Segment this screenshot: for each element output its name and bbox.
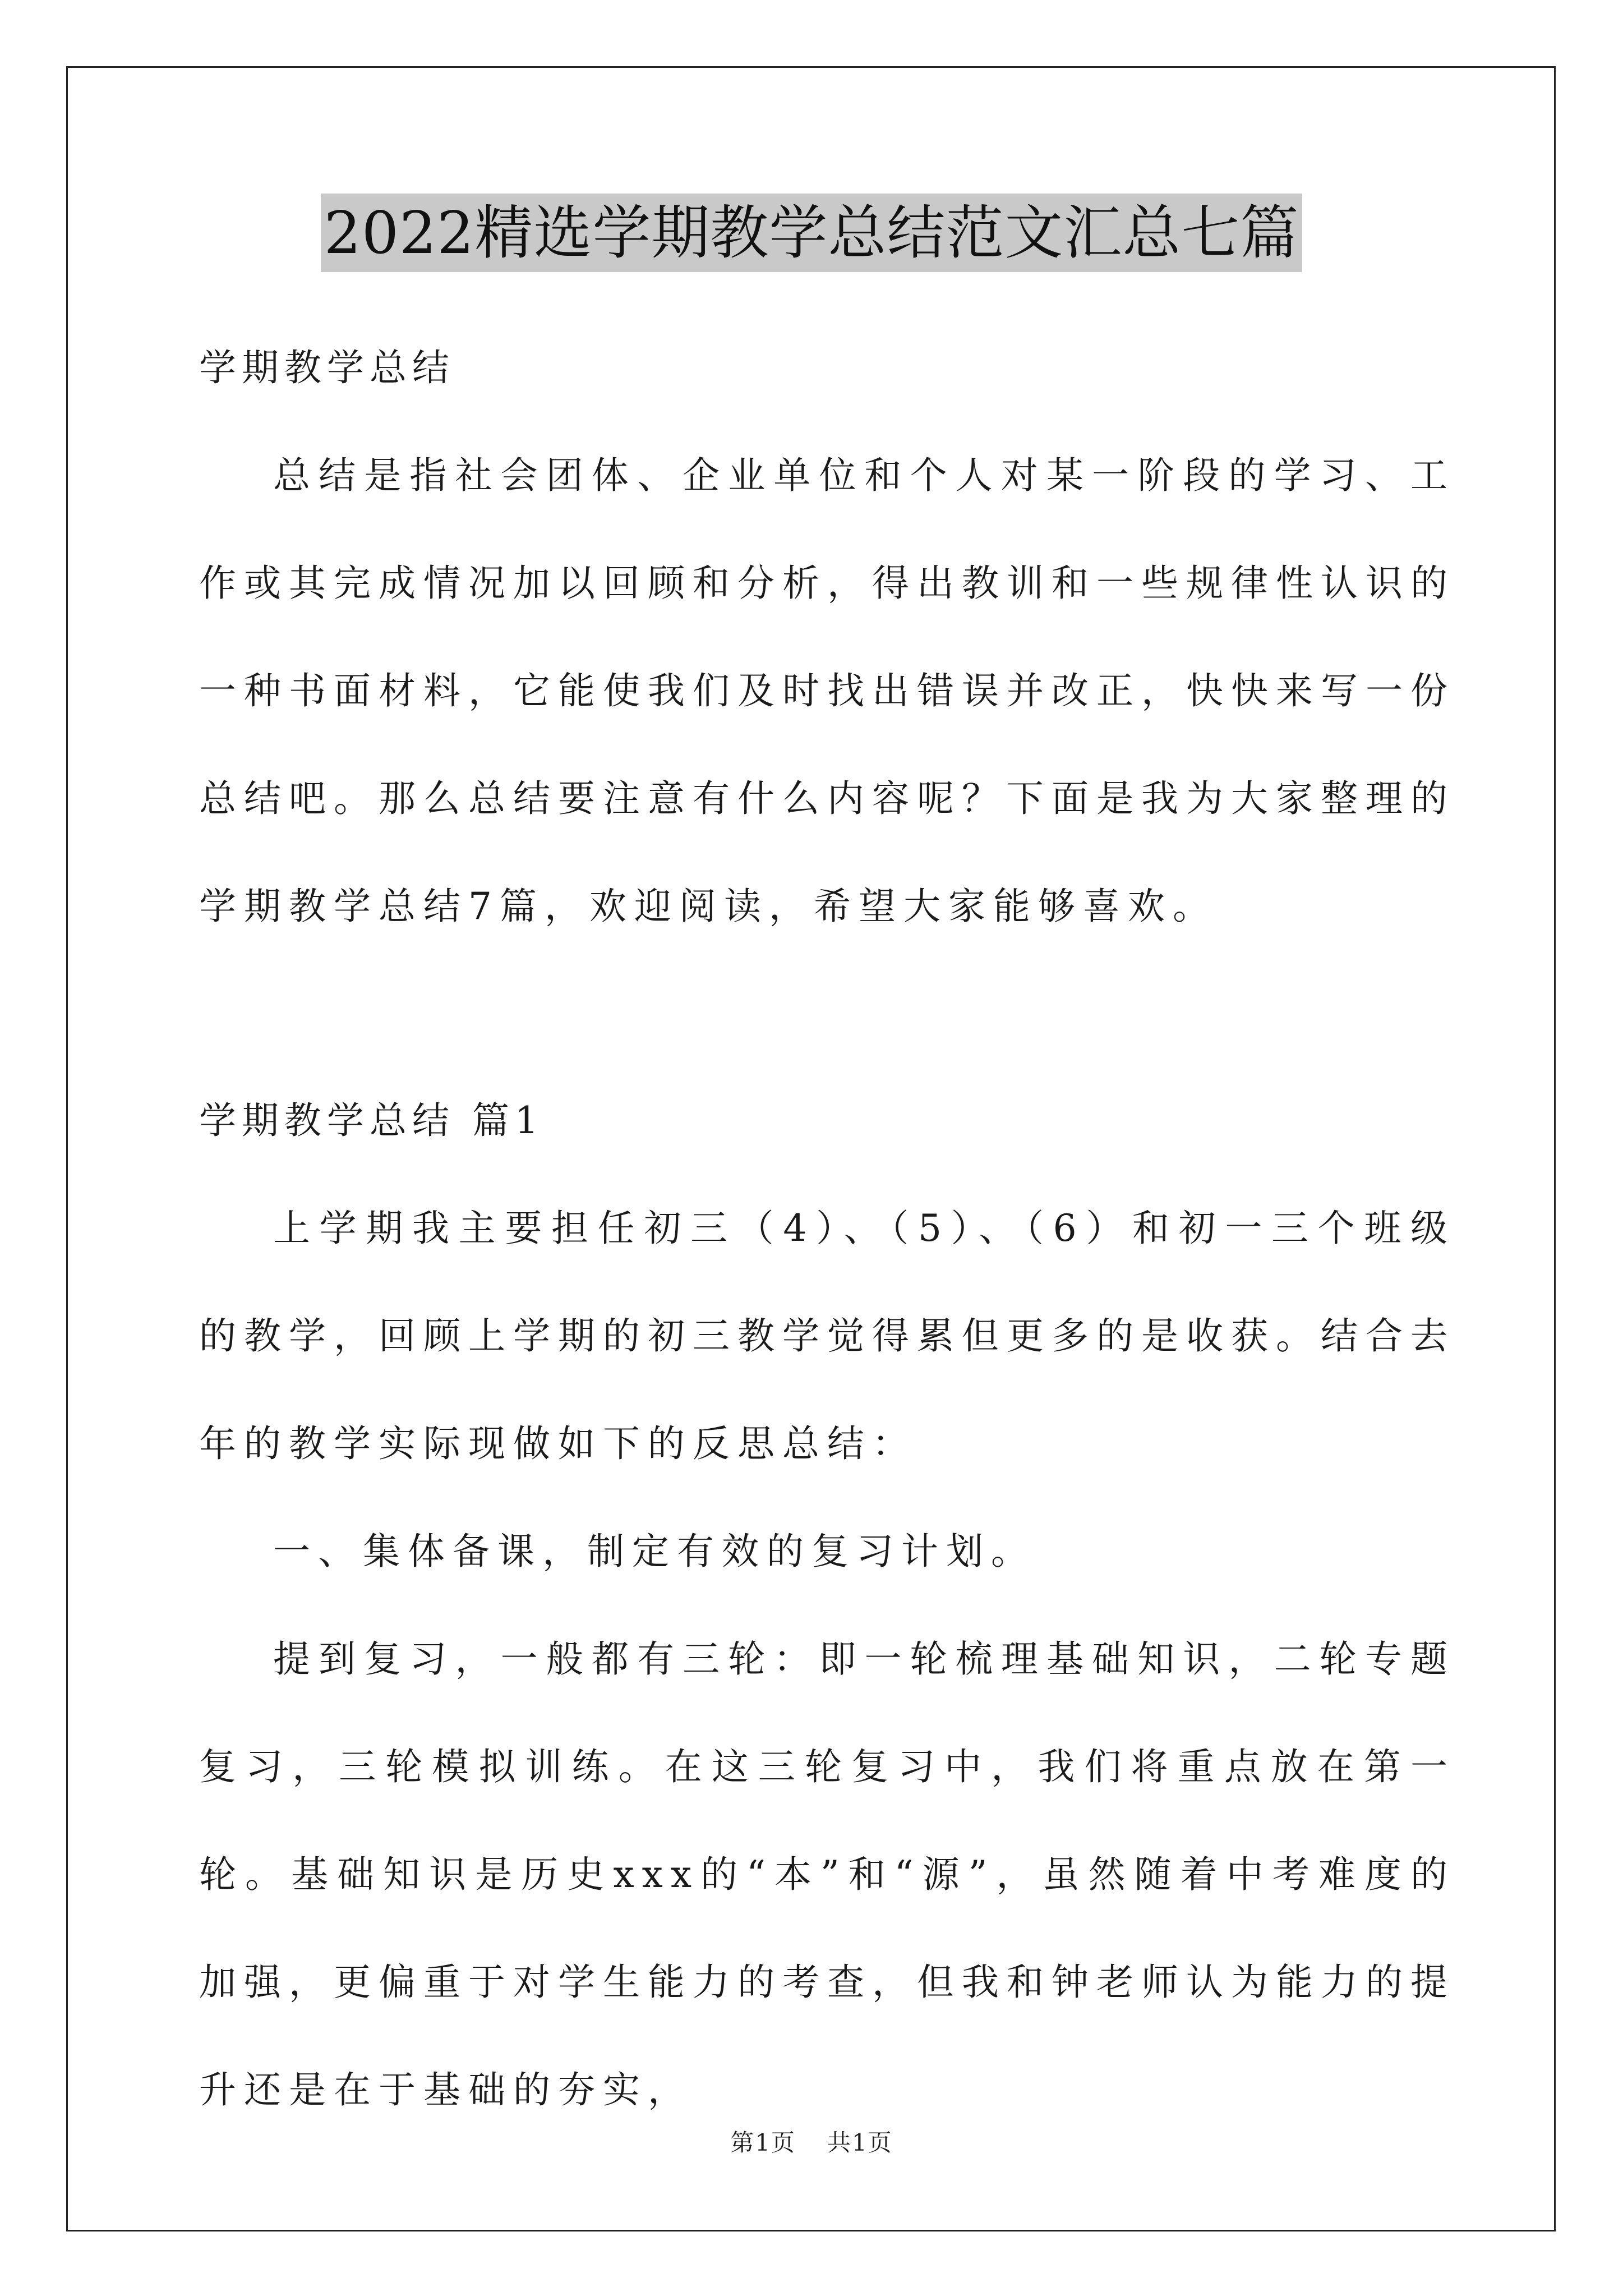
intro-paragraph: 总结是指社会团体、企业单位和个人对某一阶段的学习、工作或其完成情况加以回顾和分析，得出教训和一些规律性认识的一种书面材料，它能使我们及时找出错误并改正，快快来写一份总结吧。那么总结要注意有什么内容呢？下面是我为大家整理的学期教学总结7篇，欢迎阅读，希望大家能够喜欢。 [199,454,1455,928]
section1-paragraph-2: 一、集体备课，制定有效的复习计划。 [273,1530,1036,1573]
intro-heading: 学期教学总结 [199,346,455,389]
section-gap [199,960,1455,1067]
page-number-total: 共1页 [827,2129,893,2156]
document-body [199,314,1455,2144]
page-footer [0,2126,1623,2160]
page-number-current: 第1页 [730,2129,796,2156]
section1-paragraph-3: 提到复习，一般都有三轮：即一轮梳理基础知识，二轮专题复习，三轮模拟训练。在这三轮复习中，我们将重点放在第一轮。基础知识是历史xxx的“本”和“源”，虽然随着中考难度的加强，更偏重于对学生能力的考查，但我和钟老师认为能力的提升还是在于基础的夯实， [199,1637,1455,2111]
title-container [0,194,1623,272]
section1-paragraph-1: 上学期我主要担任初三（4）、（5）、（6）和初一三个班级的教学，回顾上学期的初三教学觉得累但更多的是收获。结合去年的教学实际现做如下的反思总结： [199,1207,1455,1465]
section1-heading: 学期教学总结 篇1 [199,1099,544,1142]
document-title: 2022精选学期教学总结范文汇总七篇 [321,194,1303,272]
